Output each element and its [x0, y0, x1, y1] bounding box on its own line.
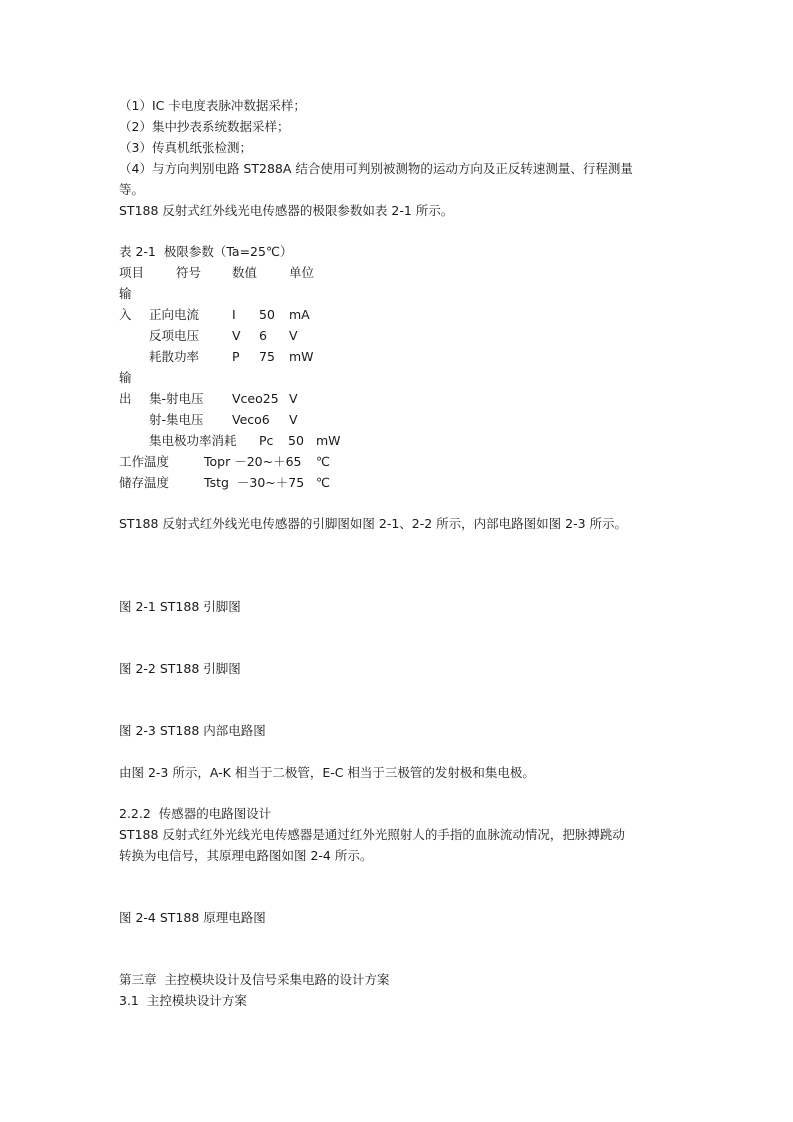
output-group-label-1: 输: [119, 370, 132, 385]
output-group-label-2: 出: [119, 391, 132, 406]
row-symbol-range: Topr －20~＋65: [204, 454, 302, 469]
row-value: 50: [288, 433, 304, 448]
figure-caption-2-1: 图 2-1 ST188 引脚图: [119, 599, 241, 614]
figure-caption-2-2: 图 2-2 ST188 引脚图: [119, 661, 241, 676]
row-unit: V: [289, 412, 298, 427]
row-unit: V: [289, 328, 298, 343]
row-name: 储存温度: [119, 475, 170, 490]
row-name: 射-集电压: [149, 412, 204, 427]
section-222-line-1: ST188 反射式红外光线光电传感器是通过红外光照射人的手指的血脉流动情况，把脉搏跳动: [119, 827, 625, 842]
row-name: 耗散功率: [149, 349, 200, 364]
row-name: 反项电压: [149, 328, 200, 343]
row-symbol: P: [232, 349, 240, 364]
row-unit: mW: [289, 349, 314, 364]
row-name: 集电极功率消耗: [149, 433, 237, 448]
row-unit: ℃: [316, 454, 331, 469]
row-value: 6: [259, 328, 267, 343]
row-unit: V: [289, 391, 298, 406]
row-unit: mW: [316, 433, 341, 448]
row-symbol-range: Tstg －30~＋75: [204, 475, 305, 490]
header-unit: 单位: [289, 265, 315, 280]
intro-paragraph: ST188 反射式红外线光电传感器的极限参数如表 2-1 所示。: [119, 203, 454, 218]
list-item-3: （3）传真机纸张检测；: [119, 140, 252, 155]
row-symbol: Pc: [259, 433, 274, 448]
header-item: 项目: [119, 265, 145, 280]
row-symbol-value: Veco6: [232, 412, 270, 427]
row-name: 正向电流: [149, 307, 200, 322]
section-heading-3-1: 3.1 主控模块设计方案: [119, 993, 247, 1008]
pin-paragraph: ST188 反射式红外线光电传感器的引脚图如图 2-1、2-2 所示，内部电路图如图 2-3 所示。: [119, 516, 628, 531]
row-value: 50: [259, 307, 275, 322]
chapter-3-title: 第三章 主控模块设计及信号采集电路的设计方案: [119, 972, 390, 987]
diode-paragraph: 由图 2-3 所示，A-K 相当于二极管，E-C 相当于三极管的发射极和集电极。: [119, 765, 535, 780]
section-222-line-2: 转换为电信号，其原理电路图如图 2-4 所示。: [119, 848, 373, 863]
section-heading-2-2-2: 2.2.2 传感器的电路图设计: [119, 806, 272, 821]
header-symbol: 符号: [176, 265, 202, 280]
row-unit: ℃: [316, 475, 331, 490]
list-item-4: （4）与方向判别电路 ST288A 结合使用可判别被测物的运动方向及正反转速测量、行程测量: [119, 161, 633, 176]
row-symbol: I: [232, 307, 236, 322]
row-symbol-value: Vceo25: [232, 391, 279, 406]
header-value: 数值: [232, 265, 258, 280]
table-caption: 表 2-1 极限参数（Ta=25℃）: [119, 244, 293, 259]
list-item-1: （1）IC 卡电度表脉冲数据采样；: [119, 98, 306, 113]
row-name: 集-射电压: [149, 391, 204, 406]
input-group-label-2: 入: [119, 307, 132, 322]
row-symbol: V: [232, 328, 241, 343]
input-group-label-1: 输: [119, 286, 132, 301]
row-unit: mA: [289, 307, 310, 322]
row-value: 75: [259, 349, 275, 364]
row-name: 工作温度: [119, 454, 170, 469]
list-item-4-cont: 等。: [119, 182, 145, 197]
figure-caption-2-3: 图 2-3 ST188 内部电路图: [119, 723, 266, 738]
list-item-2: （2）集中抄表系统数据采样；: [119, 119, 290, 134]
figure-caption-2-4: 图 2-4 ST188 原理电路图: [119, 910, 266, 925]
